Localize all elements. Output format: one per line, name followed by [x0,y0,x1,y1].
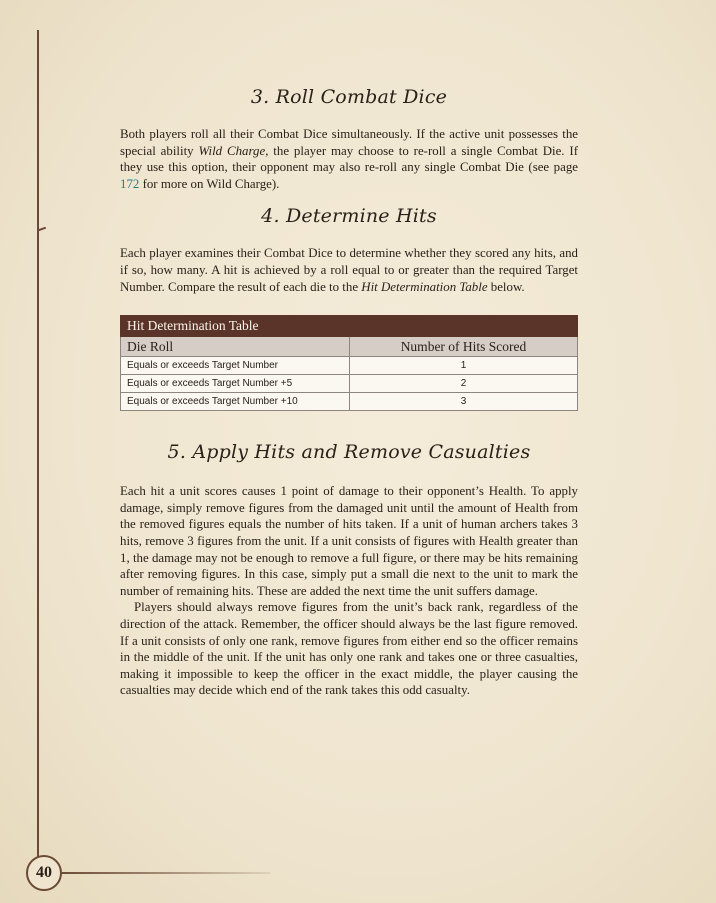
table-cell-die-roll: Equals or exceeds Target Number +10 [121,393,350,411]
table-row [121,393,578,411]
heading-roll-combat-dice: 3. Roll Combat Dice [250,86,448,108]
roll-text-2: , the player may choose to re-roll a single Combat Die. If they use this option, their opponent may also re-roll any single Combat Die (see page [120,143,578,175]
hits-text-2: below. [487,279,525,294]
page-number-badge [26,855,62,891]
table-header-hits: Number of Hits Scored [350,337,578,357]
bottom-border-ornament [60,872,270,874]
border-tick-ornament [38,227,46,232]
table-header-die-roll: Die Roll [121,337,350,357]
paragraph-roll-combat-dice [120,126,578,192]
table-cell-die-roll: Equals or exceeds Target Number +5 [121,375,350,393]
hits-text-1: Each player examines their Combat Dice to determine whether they scored any hits, and if so, how many. A hit is achieved by a roll equal to or greater than the required Target Number. Compare the result of each die to the [120,246,578,294]
table-cell-die-roll: Equals or exceeds Target Number [121,357,350,375]
ability-wild-charge: Wild Charge [198,143,266,158]
hit-determination-table [120,315,578,411]
table-cell-hits: 1 [350,357,578,375]
table-cell-hits: 2 [350,375,578,393]
page-content [120,86,578,699]
roll-text-3: for more on Wild Charge). [139,176,280,191]
paragraph-apply-hits-1: Each hit a unit scores causes 1 point of damage to their opponent’s Health. To apply damage, simply remove figures from the damaged unit until the amount of Health from the removed figures equals the number of hits taken. If a unit of human archers takes 3 hits, remove 3 figures from the unit. If a unit consists of figures with Health greater than 1, the damage may not be enough to remove a full figure, or there may be hits remaining after removing figures. In this case, simply put a small die next to the unit to mark the number of remaining hits. These are added the next time the unit suffers damage. [120,484,578,598]
table-cell-hits: 3 [350,393,578,411]
table-row [121,375,578,393]
paragraph-apply-hits-2: Players should always remove figures from the unit’s back rank, regardless of the direction of the attack. Remember, the officer should always be the last figure removed. If a unit consists of only one rank, remove figures from either end so the officer remains in the middle of the unit. If the unit has only one rank and takes one or three casualties, making it impossible to keep the officer in the exact middle, the player causing the casualties may decide which end of the rank takes this odd casualty. [120,600,578,698]
page-number: 40 [36,864,52,881]
left-border-ornament [37,30,39,865]
table-row [121,357,578,375]
page-reference-link[interactable]: 172 [120,176,140,191]
table-reference: Hit Determination Table [361,279,488,294]
paragraph-determine-hits [120,245,578,295]
table-title: Hit Determination Table [121,316,578,337]
heading-determine-hits: 4. Determine Hits [261,205,437,228]
roll-text-1: Both players roll all their Combat Dice simultaneously. If the active unit possesses the special ability [120,127,578,158]
heading-apply-hits: 5. Apply Hits and Remove Casualties [167,441,531,464]
